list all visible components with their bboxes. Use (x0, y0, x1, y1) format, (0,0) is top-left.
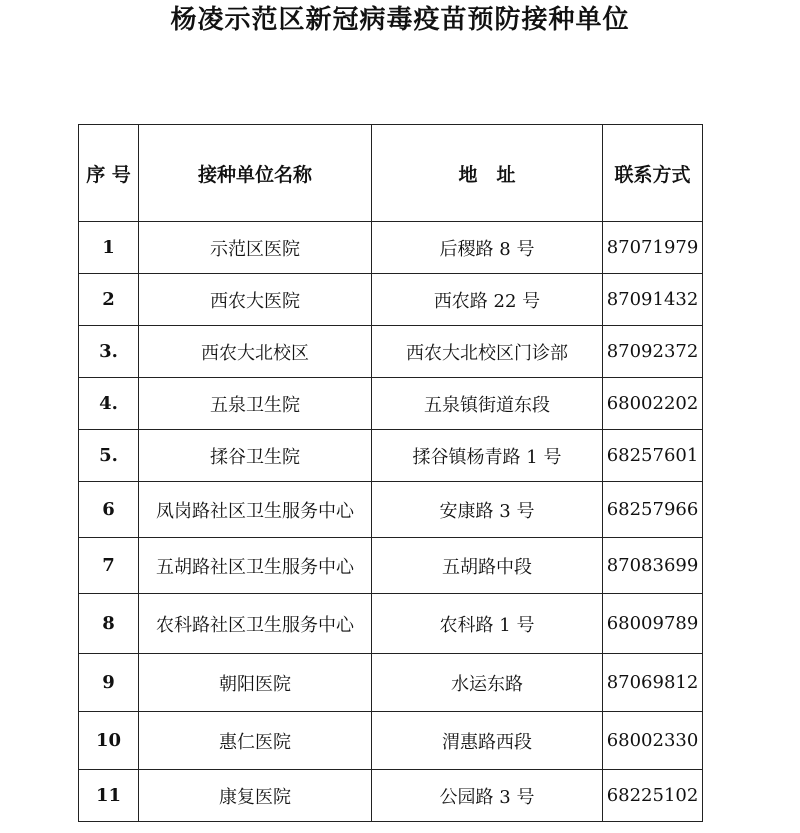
cell-number: 11 (79, 770, 139, 822)
cell-number: 4. (79, 378, 139, 430)
cell-address: 揉谷镇杨青路 1 号 (372, 430, 603, 482)
cell-unit-name: 惠仁医院 (139, 712, 372, 770)
cell-phone: 68225102 (603, 770, 703, 822)
cell-unit-name: 凤岗路社区卫生服务中心 (139, 482, 372, 538)
table-row (79, 770, 703, 822)
cell-unit-name: 康复医院 (139, 770, 372, 822)
header-address: 地 址 (372, 125, 603, 222)
cell-address: 渭惠路西段 (372, 712, 603, 770)
header-phone: 联系方式 (603, 125, 703, 222)
table-row (79, 378, 703, 430)
header-unit-name: 接种单位名称 (139, 125, 372, 222)
table-row (79, 594, 703, 654)
cell-unit-name: 示范区医院 (139, 222, 372, 274)
cell-unit-name: 揉谷卫生院 (139, 430, 372, 482)
cell-unit-name: 农科路社区卫生服务中心 (139, 594, 372, 654)
cell-address: 水运东路 (372, 654, 603, 712)
cell-number: 1 (79, 222, 139, 274)
table-row (79, 430, 703, 482)
cell-number: 6 (79, 482, 139, 538)
cell-address: 五胡路中段 (372, 538, 603, 594)
cell-address: 西农路 22 号 (372, 274, 603, 326)
cell-address: 五泉镇街道东段 (372, 378, 603, 430)
cell-phone: 87069812 (603, 654, 703, 712)
cell-address: 农科路 1 号 (372, 594, 603, 654)
cell-unit-name: 西农大医院 (139, 274, 372, 326)
page-title: 杨凌示范区新冠病毒疫苗预防接种单位 (170, 5, 630, 35)
cell-phone: 68257966 (603, 482, 703, 538)
cell-phone: 68257601 (603, 430, 703, 482)
table-body (79, 222, 703, 822)
table-row (79, 326, 703, 378)
cell-phone: 87092372 (603, 326, 703, 378)
table-row (79, 274, 703, 326)
header-number: 序 号 (79, 125, 139, 222)
table-row (79, 712, 703, 770)
cell-unit-name: 西农大北校区 (139, 326, 372, 378)
table-row (79, 222, 703, 274)
cell-phone: 87071979 (603, 222, 703, 274)
cell-phone: 87091432 (603, 274, 703, 326)
table-row (79, 654, 703, 712)
cell-number: 10 (79, 712, 139, 770)
cell-number: 3. (79, 326, 139, 378)
cell-phone: 68002330 (603, 712, 703, 770)
cell-address: 后稷路 8 号 (372, 222, 603, 274)
cell-unit-name: 五胡路社区卫生服务中心 (139, 538, 372, 594)
table-row (79, 538, 703, 594)
cell-unit-name: 朝阳医院 (139, 654, 372, 712)
cell-phone: 68002202 (603, 378, 703, 430)
cell-number: 9 (79, 654, 139, 712)
cell-number: 7 (79, 538, 139, 594)
cell-address: 安康路 3 号 (372, 482, 603, 538)
cell-unit-name: 五泉卫生院 (139, 378, 372, 430)
cell-number: 2 (79, 274, 139, 326)
table-header-row (79, 125, 703, 222)
cell-number: 8 (79, 594, 139, 654)
cell-address: 西农大北校区门诊部 (372, 326, 603, 378)
table-row (79, 482, 703, 538)
cell-phone: 87083699 (603, 538, 703, 594)
cell-phone: 68009789 (603, 594, 703, 654)
vaccination-units-table (78, 124, 703, 822)
cell-address: 公园路 3 号 (372, 770, 603, 822)
cell-number: 5. (79, 430, 139, 482)
